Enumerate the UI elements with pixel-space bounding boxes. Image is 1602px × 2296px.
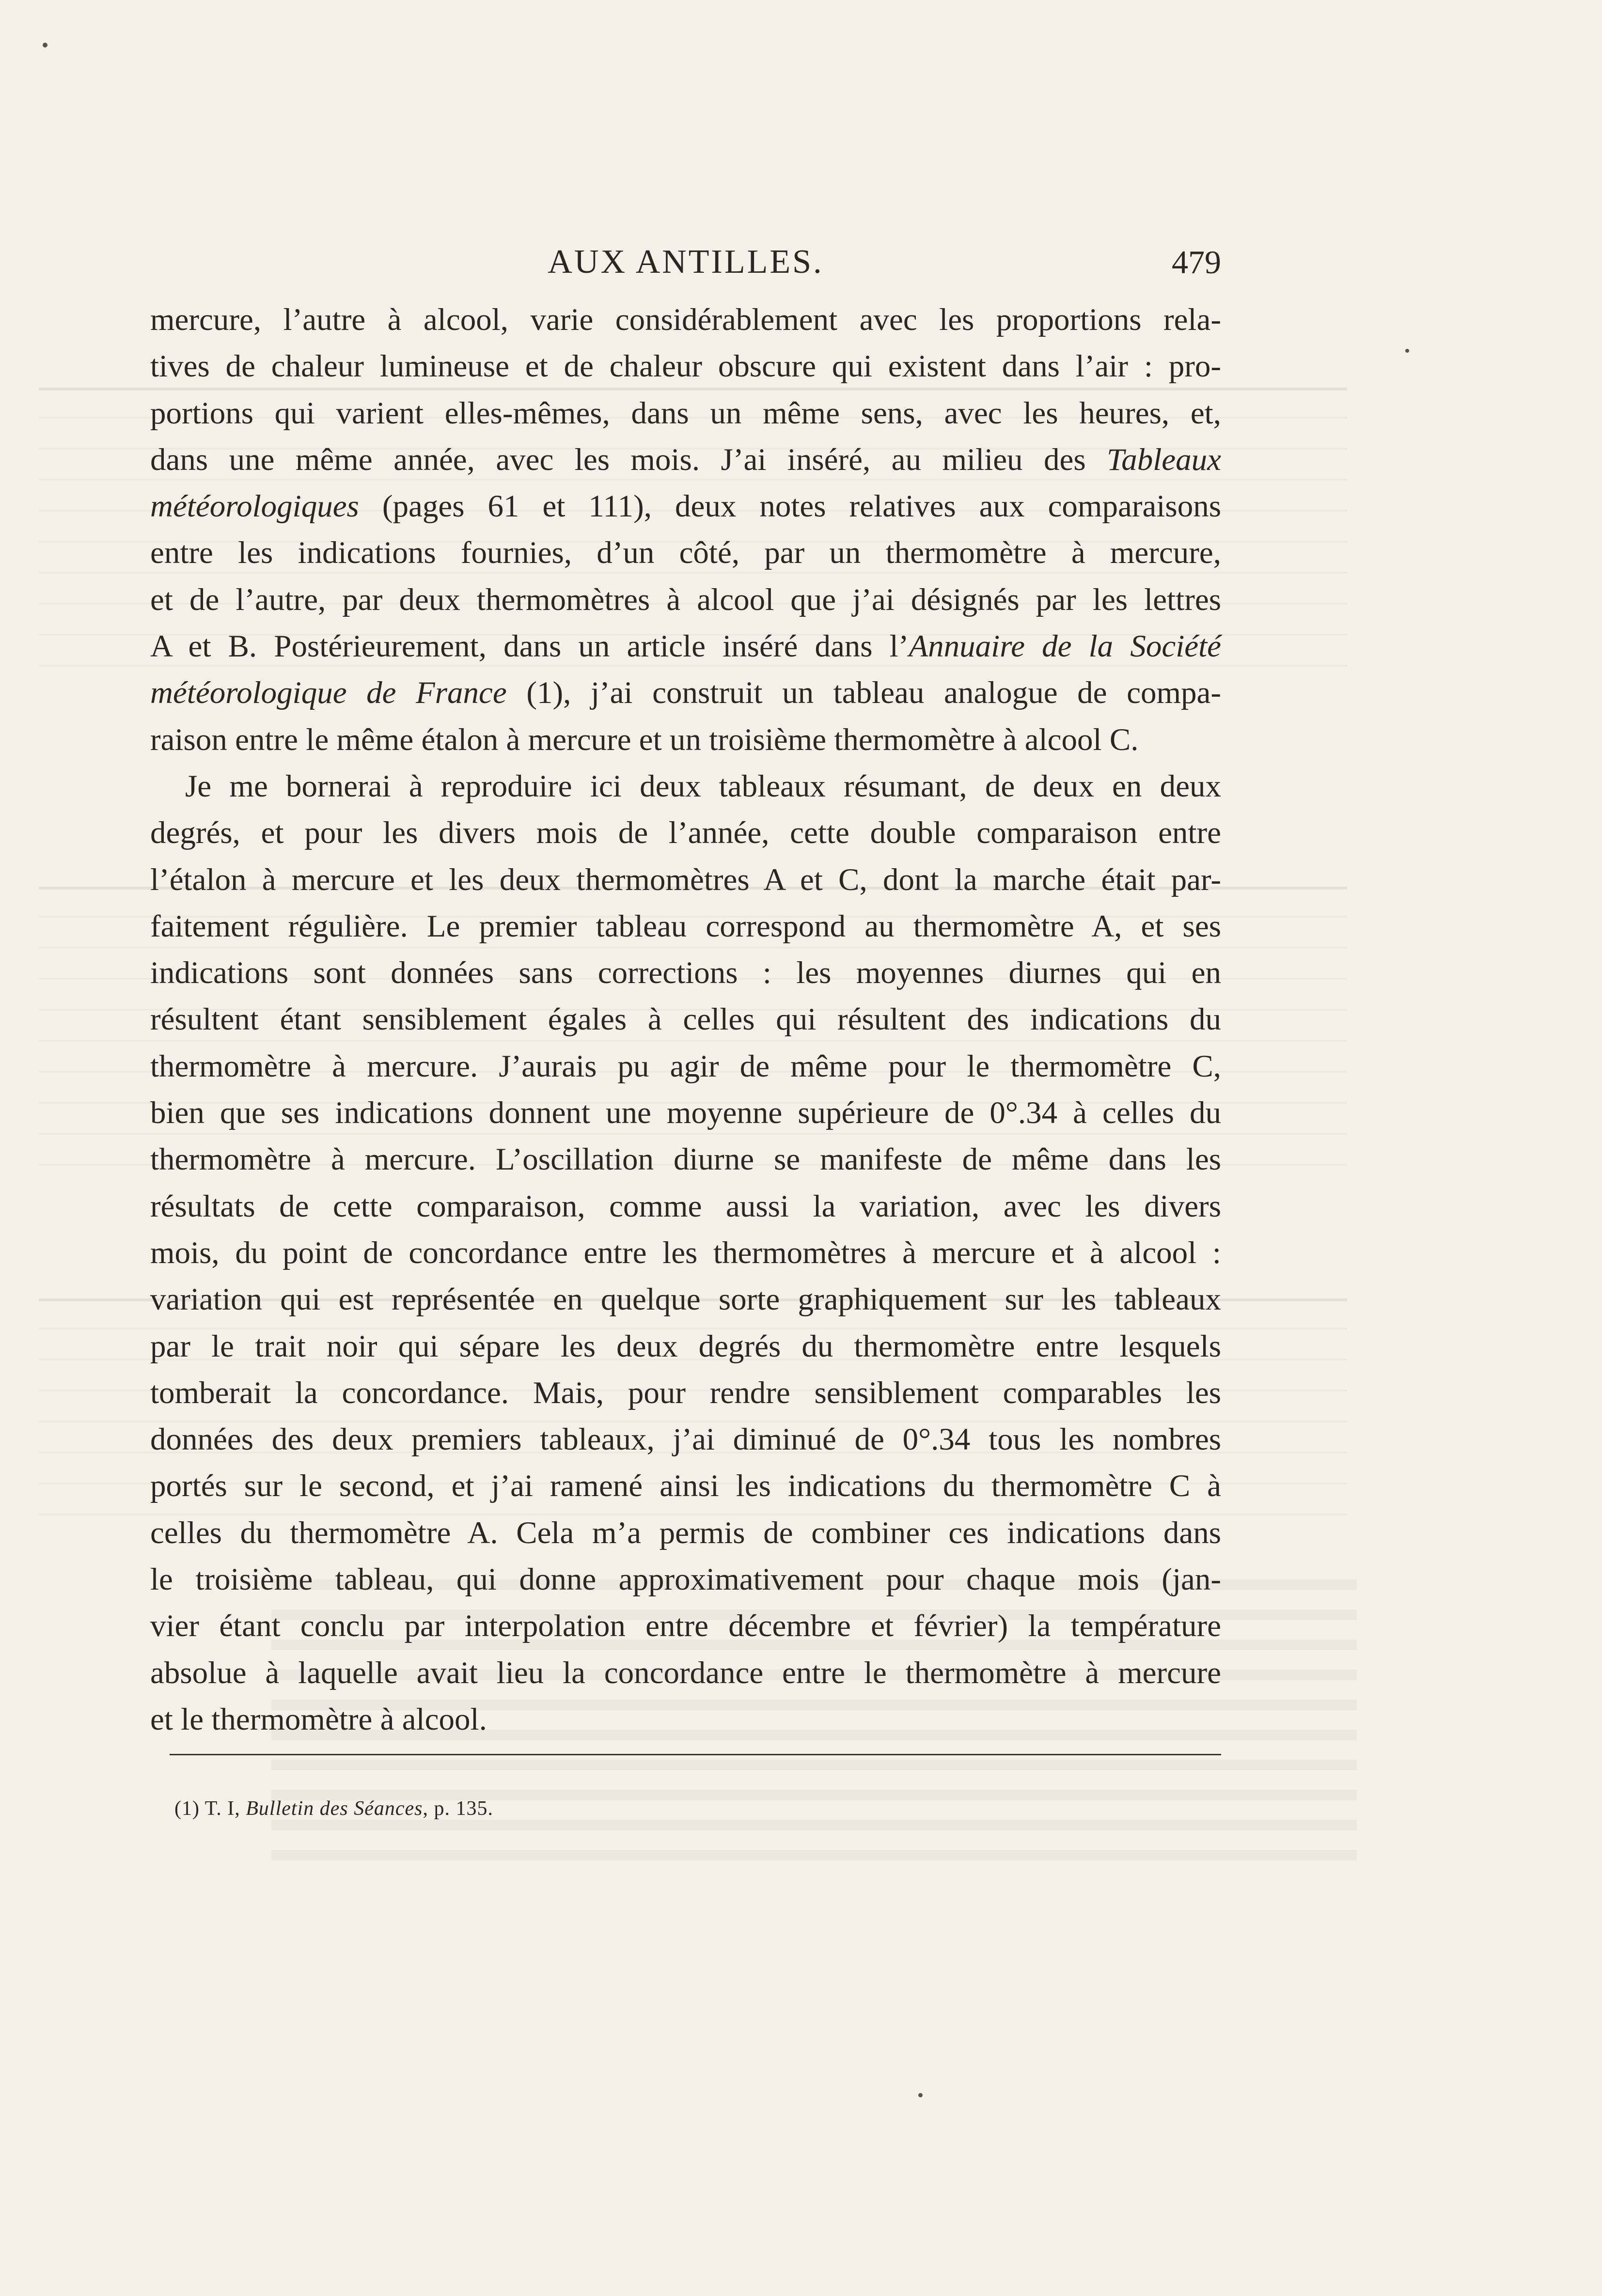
footnote-text: , p. 135. [423,1797,493,1820]
text-line [150,577,1221,623]
italic-text: Tableaux [1107,442,1221,477]
paragraph [150,297,1221,763]
text-line [150,1416,1221,1463]
text-run: résultats de cette comparaison, comme aussi la variation, avec les divers [150,1188,1221,1224]
text-line [150,950,1221,996]
text-line [150,903,1221,950]
text-run: Je me bornerai à reproduire ici deux tableaux résumant, de deux en deux [185,768,1221,804]
running-head [150,244,1221,281]
text-run: et de l’autre, par deux thermomètres à alcool que j’ai désignés par les lettres [150,582,1221,617]
running-title: AUX ANTILLES. [548,243,824,281]
text-line [150,1090,1221,1136]
text-line [150,1043,1221,1090]
text-run: mois, du point de concordance entre les thermomètres à mercure et à alcool : [150,1235,1221,1270]
text-run: tomberait la concordance. Mais, pour rendre sensiblement comparables les [150,1375,1221,1410]
text-line [150,717,1221,763]
text-run: résultent étant sensiblement égales à celles qui résultent des indications du [150,1002,1221,1037]
footnote [174,1795,1192,1822]
text-line [150,1556,1221,1603]
text-run: thermomètre à mercure. L’oscillation diurne se manifeste de même dans les [150,1142,1221,1177]
text-run: raison entre le même étalon à mercure et un troisième thermomètre à alcool C. [150,722,1139,757]
body-text [150,297,1221,1743]
page-number: 479 [1172,244,1221,281]
book-page [150,0,1221,2296]
text-line [150,1183,1221,1230]
text-run: tives de chaleur lumineuse et de chaleur obscure qui existent dans l’air : pro- [150,349,1221,384]
text-line [150,1276,1221,1323]
text-run: et le thermomètre à alcool. [150,1702,487,1737]
text-run: thermomètre à mercure. J’aurais pu agir de même pour le thermomètre C, [150,1048,1221,1084]
text-line [150,483,1221,530]
text-line [150,530,1221,576]
text-line [150,1603,1221,1649]
text-run: données des deux premiers tableaux, j’ai diminué de 0°.34 tous les nombres [150,1422,1221,1457]
text-line [150,763,1221,810]
text-run: (pages 61 et 111), deux notes relatives aux comparaisons [359,489,1221,524]
text-line [150,1696,1221,1743]
text-run: A et B. Postérieurement, dans un article inséré dans l’ [150,629,909,664]
text-run: celles du thermomètre A. Cela m’a permis de combiner ces indications dans [150,1515,1221,1550]
text-run: portés sur le second, et j’ai ramené ainsi les indications du thermomètre C à [150,1468,1221,1504]
text-run: (1), j’ai construit un tableau analogue de compa- [506,675,1221,711]
text-line [150,810,1221,856]
text-run: degrés, et pour les divers mois de l’année, cette double comparaison entre [150,815,1221,851]
footnote-text: (1) T. I, [174,1797,246,1820]
text-run: l’étalon à mercure et les deux thermomètres A et C, dont la marche était par- [150,862,1221,897]
text-line [150,670,1221,716]
footnote-italic: Bulletin des Séances [246,1797,423,1820]
text-line [150,857,1221,903]
text-line [150,1370,1221,1416]
text-run: indications sont données sans corrections : les moyennes diurnes qui en [150,955,1221,991]
paper-speck [1405,349,1409,353]
paper-speck [918,2093,923,2097]
text-line [150,1136,1221,1183]
paragraph [150,763,1221,1743]
italic-text: Annuaire de la Société [909,629,1222,664]
text-line [150,1510,1221,1556]
text-run: faitement régulière. Le premier tableau correspond au thermomètre A, et ses [150,908,1221,944]
text-run: absolue à laquelle avait lieu la concordance entre le thermomètre à mercure [150,1655,1221,1690]
text-run: dans une même année, avec les mois. J’ai inséré, au milieu des [150,442,1107,477]
text-line [150,1650,1221,1696]
text-line [150,1323,1221,1370]
text-line [150,1230,1221,1276]
text-run: portions qui varient elles-mêmes, dans un même sens, avec les heures, et, [150,395,1221,431]
text-run: bien que ses indications donnent une moyenne supérieure de 0°.34 à celles du [150,1095,1221,1131]
footnote-rule [170,1754,1221,1755]
italic-text: météorologique de France [150,675,507,711]
text-line [150,437,1221,483]
paper-speck [43,43,47,47]
text-line [150,343,1221,390]
text-run: mercure, l’autre à alcool, varie considérablement avec les proportions rela- [150,302,1221,337]
text-line [150,996,1221,1043]
text-run: le troisième tableau, qui donne approximativement pour chaque mois (jan- [150,1562,1221,1597]
text-line [150,1463,1221,1509]
text-run: vier étant conclu par interpolation entre décembre et février) la température [150,1609,1221,1644]
text-run: entre les indications fournies, d’un côté, par un thermomètre à mercure, [150,535,1221,571]
italic-text: météorologiques [150,489,359,524]
text-line [150,297,1221,343]
text-line [150,623,1221,670]
text-run: par le trait noir qui sépare les deux degrés du thermomètre entre lesquels [150,1328,1221,1364]
text-run: variation qui est représentée en quelque sorte graphiquement sur les tableaux [150,1282,1221,1317]
text-line [150,390,1221,437]
